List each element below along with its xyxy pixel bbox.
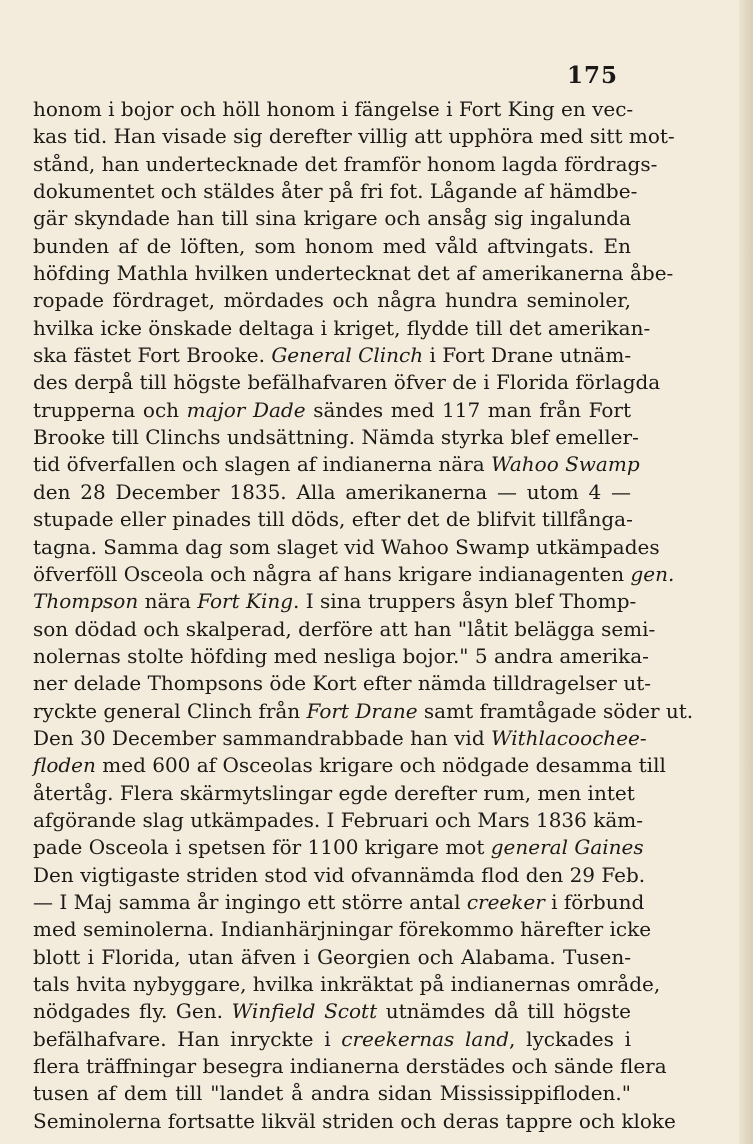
text-segment: honom i bojor och höll honom i fängelse i Fort King en vec- — [33, 97, 634, 121]
text-line — [33, 670, 651, 697]
text-line — [33, 780, 635, 807]
text-line — [33, 424, 639, 451]
text-segment: tusen af dem till "landet å andra sidan Mississippifloden." — [33, 1081, 631, 1106]
text-segment: gär skyndade han till sina krigare och ansåg sig ingalunda — [33, 206, 631, 231]
text-segment: tals hvita nybyggare, hvilka inkräktat på indianernas område, — [33, 972, 661, 996]
text-segment: . I sina truppers åsyn blef Thomp- — [293, 589, 637, 614]
text-segment: — I Maj samma år ingingo ett större antal — [33, 889, 467, 914]
text-line — [33, 479, 631, 506]
text-line — [33, 944, 631, 971]
text-segment: Den vigtigaste striden stod vid ofvannämda flod den 29 Feb. — [33, 862, 646, 887]
text-line — [33, 151, 658, 178]
text-segment: blott i Florida, utan äfven i Georgien och Alabama. Tusen- — [33, 944, 631, 969]
text-line — [33, 342, 631, 369]
italic-name: floden — [33, 753, 96, 778]
text-segment: utnämdes då till högste — [377, 999, 631, 1024]
italic-name: gen. — [630, 561, 675, 586]
text-line — [33, 725, 647, 752]
italic-name: Fort King — [197, 589, 294, 614]
text-line — [33, 205, 631, 232]
text-segment: flera träffningar besegra indianerna derstädes och sände flera — [33, 1054, 667, 1079]
text-segment: nära — [138, 589, 198, 614]
text-segment: samt framtågade söder ut. — [417, 698, 694, 723]
text-line — [33, 534, 660, 561]
text-line — [33, 315, 651, 342]
text-line — [33, 834, 644, 861]
italic-name: creekernas land — [341, 1026, 510, 1051]
text-line — [33, 123, 675, 150]
text-segment: tagna. Samma dag som slaget vid Wahoo Swamp utkämpades — [33, 534, 660, 559]
text-line — [33, 451, 640, 478]
text-segment: son dödad och skalperad, derföre att han "låtit belägga semi- — [33, 616, 656, 641]
text-segment: hvilka icke önskade deltaga i kriget, flydde till det amerikan- — [33, 315, 651, 340]
text-line — [33, 698, 694, 725]
text-line — [33, 889, 645, 916]
text-line — [33, 369, 661, 396]
text-segment: pade Osceola i spetsen för 1100 krigare mot — [33, 835, 491, 860]
text-line — [33, 561, 675, 588]
text-line — [33, 916, 652, 943]
italic-name: Thompson — [33, 589, 139, 614]
text-segment: sändes med 117 man från Fort — [305, 397, 632, 422]
text-segment: kas tid. Han visade sig derefter villig att upphöra med sitt mot- — [33, 124, 675, 149]
italic-name: General Clinch — [271, 343, 424, 368]
text-segment: öfverföll Osceola och några af hans krigare indianagenten — [33, 561, 631, 586]
text-segment: den 28 December 1835. Alla amerikanerna — utom 4 — — [33, 479, 631, 504]
text-line — [33, 752, 666, 779]
text-line — [33, 998, 631, 1025]
italic-name: Withlacoochee- — [490, 725, 647, 750]
text-line — [33, 96, 634, 123]
text-line — [33, 1053, 667, 1080]
italic-name: general Gaines — [490, 835, 644, 860]
text-segment: med seminolerna. Indianhärjningar förekommo härefter icke — [33, 917, 652, 942]
text-line — [33, 971, 661, 998]
italic-name: Fort Drane — [306, 698, 418, 723]
text-segment: afgörande slag utkämpades. I Februari och Mars 1836 käm- — [33, 807, 643, 832]
text-line — [33, 807, 643, 834]
text-segment: , lyckades i — [509, 1026, 631, 1051]
text-segment: ska fästet Fort Brooke. — [33, 343, 272, 368]
text-segment: nödgades fly. Gen. — [33, 999, 232, 1024]
text-segment: stånd, han undertecknade det framför honom lagda fördrags- — [33, 151, 658, 176]
text-line — [33, 1080, 631, 1107]
text-segment: stupade eller pinades till döds, efter det de blifvit tillfånga- — [33, 507, 633, 532]
text-segment: med 600 af Osceolas krigare och nödgade desamma till — [95, 753, 666, 778]
text-segment: nolernas stolte höfding med nesliga bojor." 5 andra amerika- — [33, 643, 649, 668]
page-edge — [739, 0, 753, 1144]
text-segment: ner delade Thompsons öde Kort efter nämda tilldragelser ut- — [33, 671, 651, 696]
italic-name: Winfield Scott — [231, 999, 378, 1024]
text-segment: ropade fördraget, mördades och några hundra seminoler, — [33, 288, 631, 313]
text-line — [33, 260, 674, 287]
text-line — [33, 1108, 676, 1135]
text-segment: des derpå till högste befälhafvaren öfver de i Florida förlagda — [33, 370, 661, 395]
text-line — [33, 643, 649, 670]
text-segment: bunden af de löften, som honom med våld aftvingats. En — [33, 233, 631, 258]
text-line — [33, 862, 646, 889]
text-segment: Seminolerna fortsatte likväl striden och deras tappre och kloke — [33, 1108, 676, 1133]
text-line — [33, 588, 637, 615]
text-segment: i Fort Drane utnäm- — [423, 343, 632, 368]
text-line — [33, 287, 631, 314]
text-line — [33, 1026, 631, 1053]
page-number: 175 — [567, 62, 619, 89]
text-segment: dokumentet och stäldes åter på fri fot. Lågande af hämdbe- — [33, 179, 638, 204]
text-line — [33, 506, 631, 533]
text-segment: tid öfverfallen och slagen af indianerna nära — [33, 452, 492, 477]
text-segment: Den 30 December sammandrabbade han vid — [33, 725, 491, 750]
text-segment: ryckte general Clinch från — [33, 698, 307, 723]
italic-name: major Dade — [186, 397, 306, 422]
body-text — [33, 96, 694, 1135]
italic-name: Wahoo Swamp — [491, 452, 640, 477]
italic-name: creeker — [466, 889, 545, 914]
text-segment: återtåg. Flera skärmytslingar egde derefter rum, men intet — [33, 780, 635, 805]
text-segment: i förbund — [544, 889, 645, 914]
text-line — [33, 616, 656, 643]
text-line — [33, 233, 631, 260]
text-segment: höfding Mathla hvilken undertecknat det af amerikanerna åbe- — [33, 261, 674, 286]
text-segment: trupperna och — [33, 397, 187, 422]
text-segment: befälhafvare. Han inryckte i — [33, 1026, 342, 1051]
text-line — [33, 178, 638, 205]
text-line — [33, 397, 631, 424]
text-segment: Brooke till Clinchs undsättning. Nämda styrka blef emeller- — [33, 425, 639, 450]
